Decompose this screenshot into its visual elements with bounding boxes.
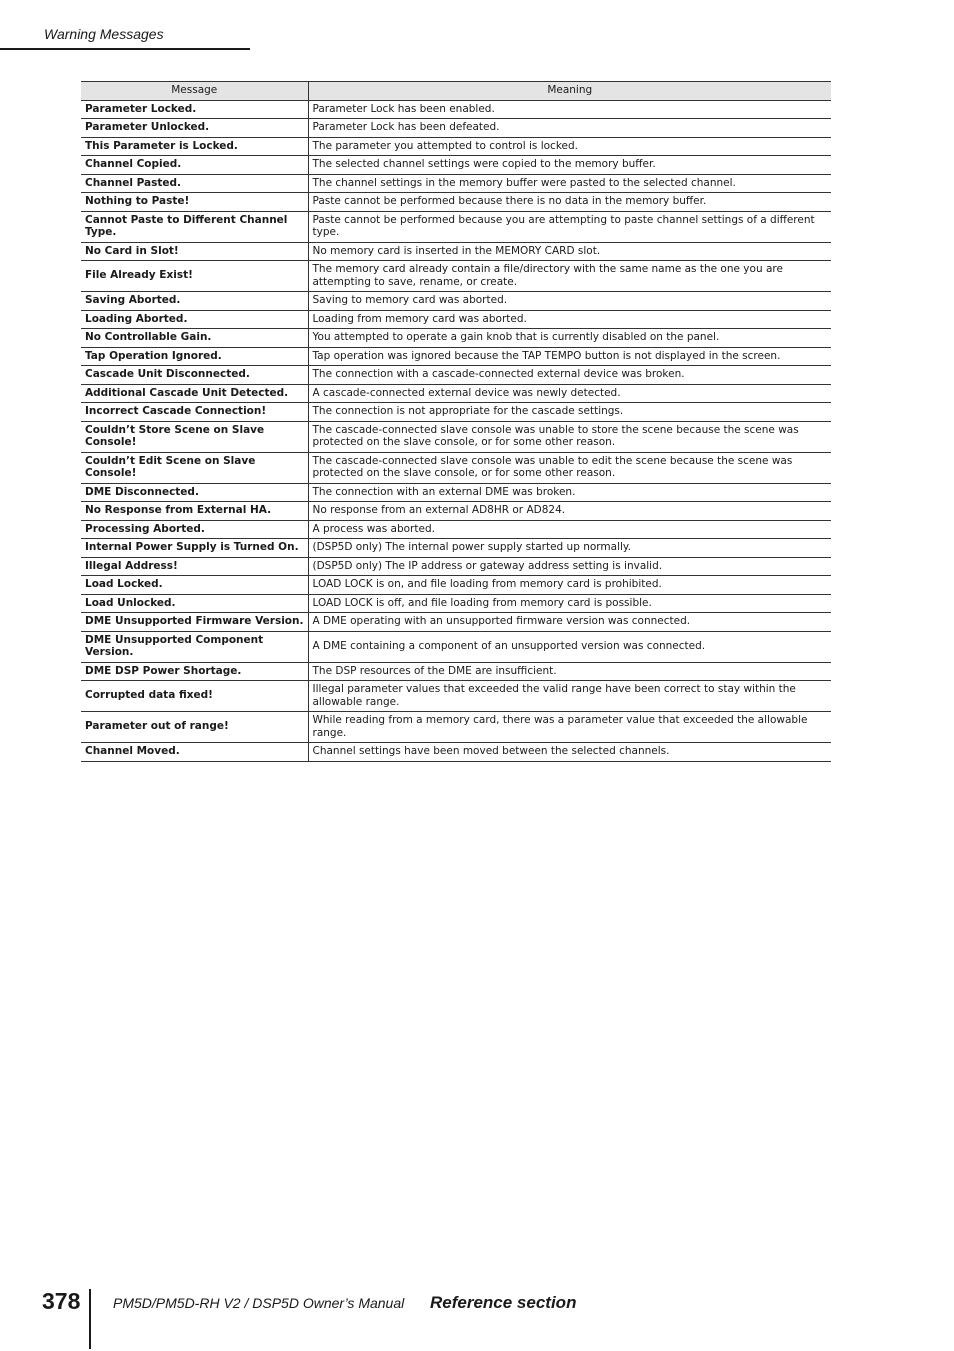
section-header: Warning Messages <box>44 26 164 42</box>
message-cell: Saving Aborted. <box>81 292 308 311</box>
meaning-cell: The selected channel settings were copied to the memory buffer. <box>308 156 831 175</box>
table-row <box>81 292 831 311</box>
message-cell: Loading Aborted. <box>81 310 308 329</box>
footer-divider <box>89 1289 91 1349</box>
meaning-cell: No response from an external AD8HR or AD824. <box>308 502 831 521</box>
message-cell: DME Disconnected. <box>81 483 308 502</box>
table-row <box>81 631 831 662</box>
meaning-cell: The connection is not appropriate for the cascade settings. <box>308 403 831 422</box>
message-cell: DME DSP Power Shortage. <box>81 662 308 681</box>
meaning-cell: The parameter you attempted to control is locked. <box>308 137 831 156</box>
meaning-cell: A DME containing a component of an unsupported version was connected. <box>308 631 831 662</box>
message-cell: Corrupted data fixed! <box>81 681 308 712</box>
table-row <box>81 421 831 452</box>
table-row <box>81 310 831 329</box>
message-cell: Cannot Paste to Different Channel Type. <box>81 211 308 242</box>
table-row <box>81 502 831 521</box>
meaning-cell: The cascade-connected slave console was unable to edit the scene because the scene was protected on the slave console, or for some other reason. <box>308 452 831 483</box>
message-cell: DME Unsupported Firmware Version. <box>81 613 308 632</box>
message-cell: Couldn’t Store Scene on Slave Console! <box>81 421 308 452</box>
message-cell: DME Unsupported Component Version. <box>81 631 308 662</box>
table-row <box>81 174 831 193</box>
meaning-cell: Paste cannot be performed because there is no data in the memory buffer. <box>308 193 831 212</box>
column-header-message: Message <box>81 82 308 101</box>
header-rule <box>0 48 250 50</box>
meaning-cell: The cascade-connected slave console was unable to store the scene because the scene was protected on the slave console, or for some other reason. <box>308 421 831 452</box>
message-cell: Illegal Address! <box>81 557 308 576</box>
meaning-cell: LOAD LOCK is on, and file loading from memory card is prohibited. <box>308 576 831 595</box>
message-cell: Load Unlocked. <box>81 594 308 613</box>
table-row <box>81 329 831 348</box>
warning-messages-table <box>81 81 831 762</box>
table-row <box>81 594 831 613</box>
table-row <box>81 403 831 422</box>
page-number: 378 <box>42 1288 81 1314</box>
table-row <box>81 119 831 138</box>
meaning-cell: (DSP5D only) The internal power supply started up normally. <box>308 539 831 558</box>
table-row <box>81 712 831 743</box>
table-row <box>81 366 831 385</box>
meaning-cell: The connection with a cascade-connected external device was broken. <box>308 366 831 385</box>
message-cell: Channel Pasted. <box>81 174 308 193</box>
meaning-cell: While reading from a memory card, there was a parameter value that exceeded the allowable range. <box>308 712 831 743</box>
meaning-cell: Channel settings have been moved between the selected channels. <box>308 743 831 762</box>
table-row <box>81 261 831 292</box>
table-row <box>81 100 831 119</box>
table-row <box>81 520 831 539</box>
table-row <box>81 662 831 681</box>
table-row <box>81 347 831 366</box>
meaning-cell: No memory card is inserted in the MEMORY CARD slot. <box>308 242 831 261</box>
table-row <box>81 452 831 483</box>
message-cell: Channel Moved. <box>81 743 308 762</box>
meaning-cell: Parameter Lock has been enabled. <box>308 100 831 119</box>
meaning-cell: A DME operating with an unsupported firmware version was connected. <box>308 613 831 632</box>
message-cell: Parameter Locked. <box>81 100 308 119</box>
manual-title: PM5D/PM5D-RH V2 / DSP5D Owner’s Manual <box>113 1295 405 1311</box>
message-cell: Incorrect Cascade Connection! <box>81 403 308 422</box>
message-cell: Channel Copied. <box>81 156 308 175</box>
message-cell: Load Locked. <box>81 576 308 595</box>
meaning-cell: The channel settings in the memory buffer were pasted to the selected channel. <box>308 174 831 193</box>
table-row <box>81 483 831 502</box>
meaning-cell: Parameter Lock has been defeated. <box>308 119 831 138</box>
meaning-cell: Loading from memory card was aborted. <box>308 310 831 329</box>
column-header-meaning: Meaning <box>308 82 831 101</box>
message-cell: Processing Aborted. <box>81 520 308 539</box>
meaning-cell: You attempted to operate a gain knob that is currently disabled on the panel. <box>308 329 831 348</box>
meaning-cell: (DSP5D only) The IP address or gateway address setting is invalid. <box>308 557 831 576</box>
table-row <box>81 193 831 212</box>
meaning-cell: Illegal parameter values that exceeded the valid range have been correct to stay within the allowable range. <box>308 681 831 712</box>
meaning-cell: Saving to memory card was aborted. <box>308 292 831 311</box>
table-row <box>81 156 831 175</box>
message-cell: Nothing to Paste! <box>81 193 308 212</box>
table-row <box>81 211 831 242</box>
message-cell: Parameter out of range! <box>81 712 308 743</box>
footer-section-name: Reference section <box>430 1293 577 1312</box>
message-cell: No Controllable Gain. <box>81 329 308 348</box>
table-row <box>81 613 831 632</box>
meaning-cell: The connection with an external DME was broken. <box>308 483 831 502</box>
message-cell: File Already Exist! <box>81 261 308 292</box>
message-cell: No Card in Slot! <box>81 242 308 261</box>
message-cell: Cascade Unit Disconnected. <box>81 366 308 385</box>
meaning-cell: A cascade-connected external device was newly detected. <box>308 384 831 403</box>
table-row <box>81 681 831 712</box>
message-cell: This Parameter is Locked. <box>81 137 308 156</box>
message-cell: Couldn’t Edit Scene on Slave Console! <box>81 452 308 483</box>
meaning-cell: Tap operation was ignored because the TAP TEMPO button is not displayed in the screen. <box>308 347 831 366</box>
table-row <box>81 242 831 261</box>
message-cell: No Response from External HA. <box>81 502 308 521</box>
table-row <box>81 743 831 762</box>
table-header-row <box>81 82 831 101</box>
message-cell: Internal Power Supply is Turned On. <box>81 539 308 558</box>
meaning-cell: The DSP resources of the DME are insufficient. <box>308 662 831 681</box>
table-row <box>81 557 831 576</box>
message-cell: Parameter Unlocked. <box>81 119 308 138</box>
table-row <box>81 137 831 156</box>
meaning-cell: A process was aborted. <box>308 520 831 539</box>
meaning-cell: LOAD LOCK is off, and file loading from memory card is possible. <box>308 594 831 613</box>
message-cell: Additional Cascade Unit Detected. <box>81 384 308 403</box>
message-cell: Tap Operation Ignored. <box>81 347 308 366</box>
meaning-cell: Paste cannot be performed because you are attempting to paste channel settings of a different type. <box>308 211 831 242</box>
table-row <box>81 384 831 403</box>
table-row <box>81 576 831 595</box>
meaning-cell: The memory card already contain a file/directory with the same name as the one you are attempting to save, rename, or create. <box>308 261 831 292</box>
table-row <box>81 539 831 558</box>
